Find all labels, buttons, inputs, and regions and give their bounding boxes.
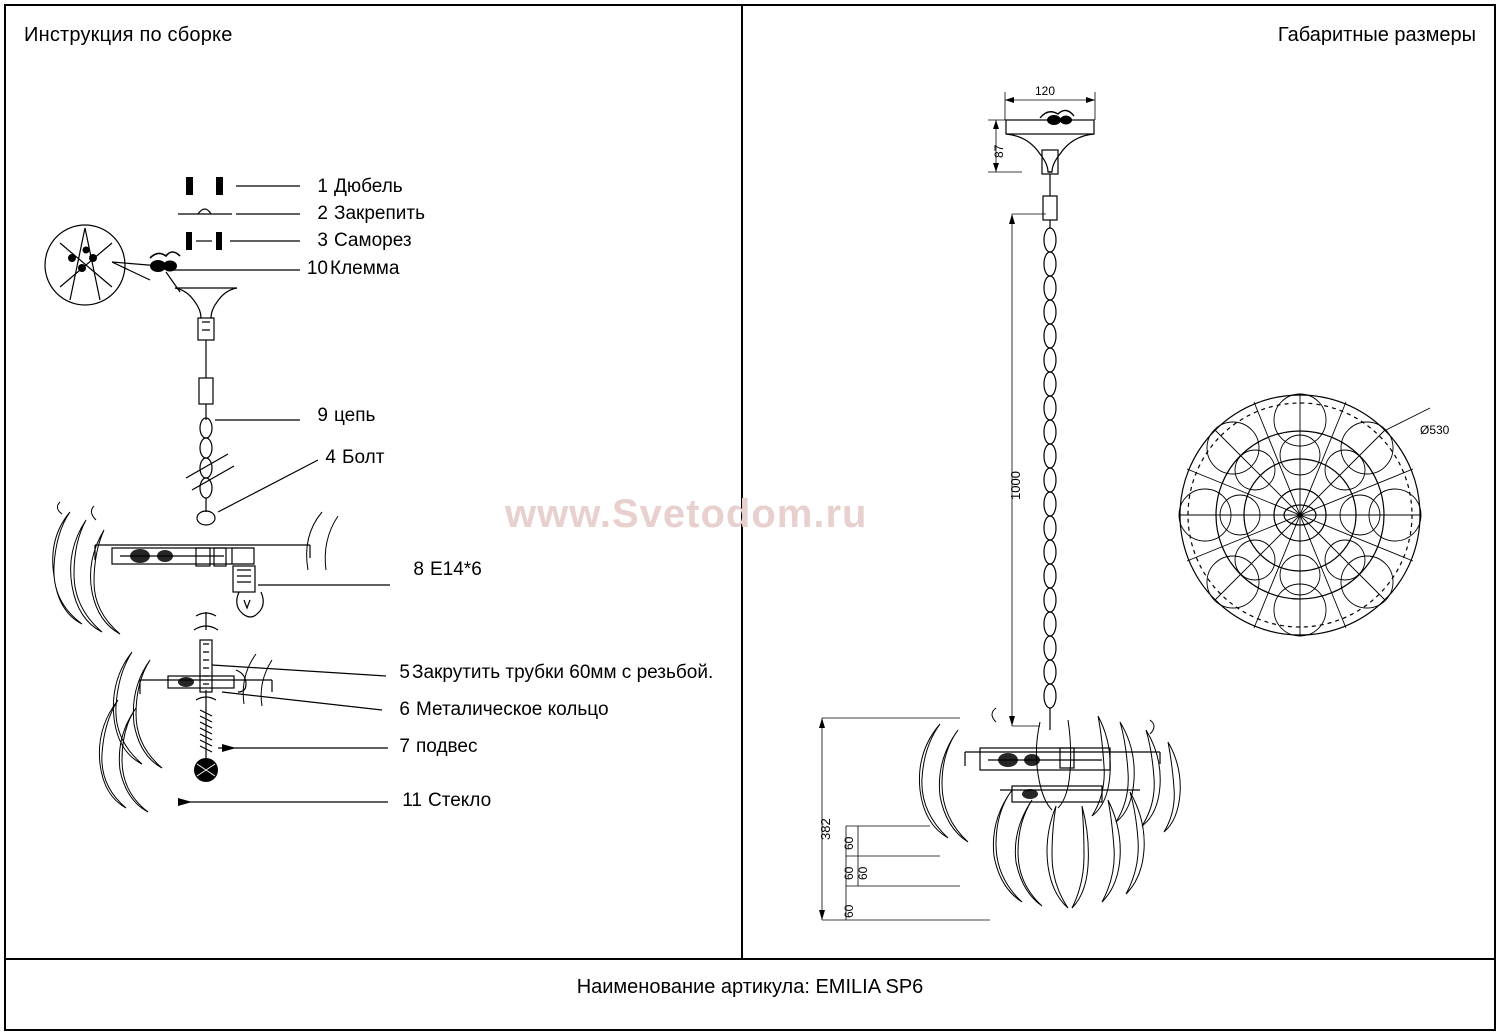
chain-assembly <box>200 418 212 512</box>
legend-num-5: 5 <box>399 662 410 683</box>
upper-tier-crystals-left <box>53 502 120 634</box>
canopy-right <box>1006 110 1094 228</box>
dim-chain-length: 1000 <box>1008 471 1023 500</box>
legend-num-4: 4 <box>325 447 336 468</box>
suspension-rod <box>199 340 213 420</box>
height-dimension-lines <box>819 718 990 920</box>
legend-label-8: E14*6 <box>430 559 482 580</box>
legend-label-2: Закрепить <box>334 203 425 224</box>
legend-num-2: 2 <box>317 203 328 224</box>
legend-num-6: 6 <box>399 699 410 720</box>
legend-num-3: 3 <box>317 230 328 251</box>
legend-item-8 <box>398 559 482 581</box>
dim-canopy-width: 120 <box>1035 84 1056 98</box>
legend-item-2 <box>302 203 425 225</box>
legend-num-10: 10 <box>306 258 328 279</box>
legend-item-4 <box>310 447 384 469</box>
legend-label-9: цепь <box>334 405 376 426</box>
legend-item-1 <box>302 176 403 198</box>
article-name-footer: Наименование артикула: EMILIA SP6 <box>576 976 924 998</box>
legend-item-6 <box>392 699 609 721</box>
terminal-block <box>150 252 180 292</box>
dim-diameter: Ø530 <box>1420 423 1450 437</box>
chain-long <box>1044 228 1056 730</box>
legend-item-9 <box>302 405 375 427</box>
dim-body-height: 382 <box>818 818 833 840</box>
legend-label-1: Дюбель <box>334 176 403 197</box>
part-screw-icon <box>186 232 222 250</box>
part-fix-icon <box>178 209 232 214</box>
legend-label-5: Закрутить трубки 60мм с резьбой. <box>412 662 714 683</box>
legend-num-7: 7 <box>399 736 410 757</box>
assembly-instruction-title: Инструкция по сборке <box>24 24 233 46</box>
lamp-socket-bulb <box>233 566 263 617</box>
watermark: www.Svetodom.ru <box>505 492 868 536</box>
leader-6 <box>222 692 382 710</box>
legend-label-11: Стекло <box>428 790 492 811</box>
upper-tier-crystals-right <box>307 512 338 570</box>
dim-tier-3: 60 <box>842 866 856 880</box>
upper-tier-arm <box>95 545 310 566</box>
legend-item-3 <box>302 230 412 252</box>
fixture-crystals-right <box>919 708 1180 908</box>
legend-num-11: 11 <box>402 790 422 811</box>
dim-canopy-height: 87 <box>992 144 1006 158</box>
part-dowel-icon <box>186 177 223 195</box>
chain-length-dimension <box>1009 214 1046 726</box>
legend-num-1: 1 <box>317 176 328 197</box>
legend-label-7: подвес <box>416 736 478 757</box>
pendant-drop <box>194 690 218 782</box>
canopy-bell <box>175 288 237 340</box>
dim-tier-1: 60 <box>842 836 856 850</box>
legend-label-10: Клемма <box>330 258 400 279</box>
legend-label-6: Металическое кольцо <box>416 699 609 720</box>
legend-num-9: 9 <box>317 405 328 426</box>
legend-item-11 <box>396 790 491 812</box>
legend-label-3: Саморез <box>334 230 412 251</box>
top-view-plan <box>1179 394 1430 636</box>
ceiling-mount-detail <box>45 225 160 305</box>
dim-tier-4: 60 <box>842 904 856 918</box>
legend-item-7 <box>392 736 477 758</box>
legend-item-5 <box>398 662 713 684</box>
legend-num-8: 8 <box>413 559 424 580</box>
legend-label-4: Болт <box>342 447 385 468</box>
legend-item-10 <box>300 258 399 280</box>
dim-tier-2: 60 <box>856 866 870 880</box>
overall-dimensions-title: Габаритные размеры <box>1277 24 1476 46</box>
metal-ring-upper <box>197 511 215 525</box>
